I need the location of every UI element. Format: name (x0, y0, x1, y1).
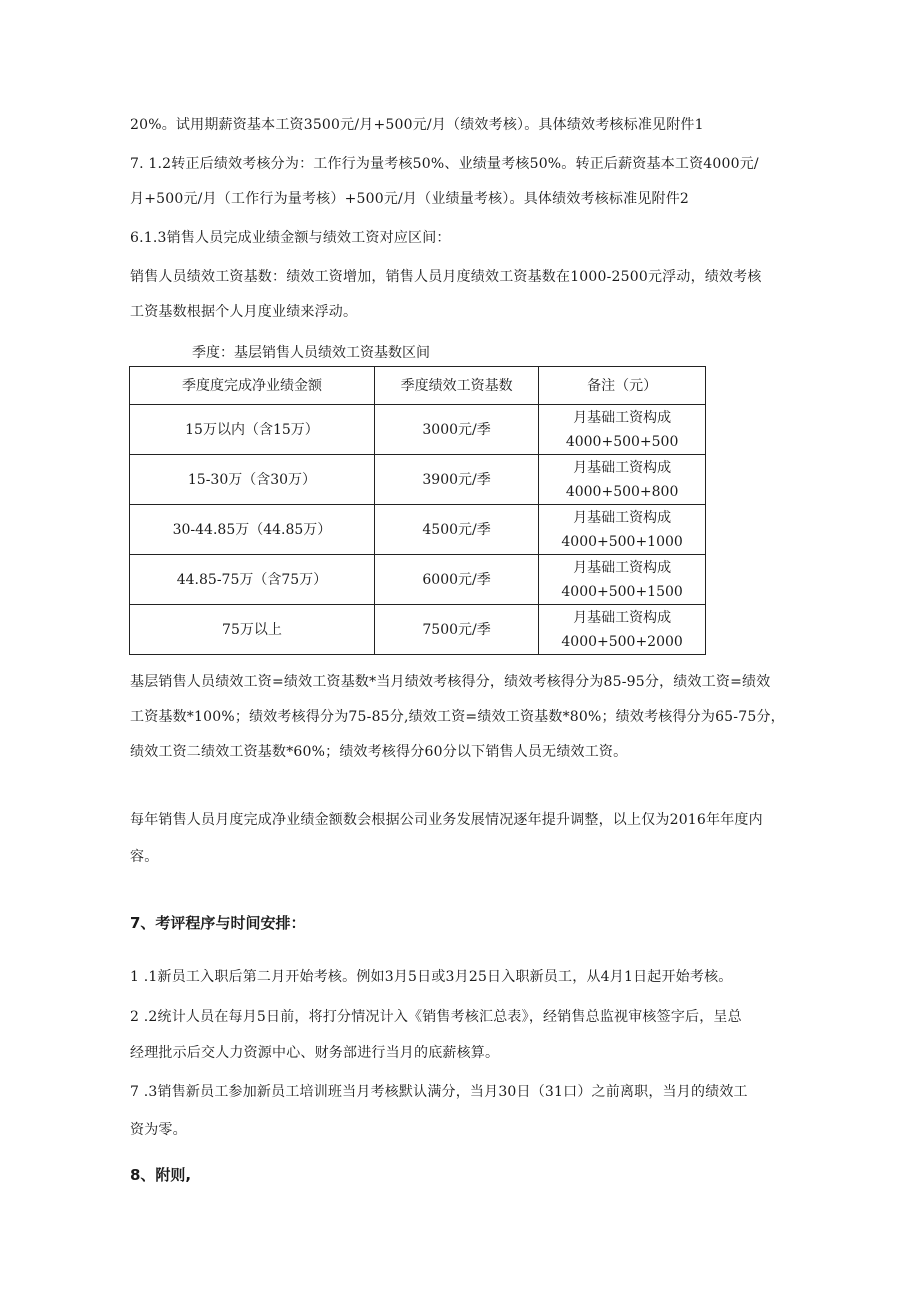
header-range: 季度度完成净业绩金额 (130, 367, 375, 405)
intro-line-3: 月+500元/月（工作行为量考核）+500元/月（业绩量考核）。具体绩效考核标准见附件2 (130, 191, 690, 207)
table-header-row (130, 367, 706, 405)
cell-note (539, 405, 706, 455)
cell-base: 7500元/季 (374, 605, 538, 655)
note-formula: 4000+500+2000 (561, 633, 683, 650)
header-base: 季度绩效工资基数 (374, 367, 538, 405)
section-8-heading: 8、附则, (130, 1166, 192, 1184)
note-label: 月基础工资构成 (573, 459, 672, 476)
table-caption: 季度：基层销售人员绩效工资基数区间 (192, 345, 430, 361)
annual-line-1: 每年销售人员月度完成净业绩金额数会根据公司业务发展情况逐年提升调整，以上仅为2016年年度内 (130, 812, 763, 828)
section-7-line-3: 经理批示后交人力资源中心、财务部进行当月的底薪核算。 (130, 1045, 500, 1061)
section-7-heading: 7、考评程序与时间安排： (130, 914, 306, 932)
table-row (130, 505, 706, 555)
annual-line-2: 容。 (130, 849, 159, 865)
intro-line-1: 20%。试用期薪资基本工资3500元/月+500元/月（绩效考核）。具体绩效考核标准见附件1 (130, 117, 704, 133)
cell-range: 15-30万（含30万） (130, 455, 375, 505)
cell-note (539, 505, 706, 555)
section-7-line-2: 2 .2统计人员在每月5日前，将打分情况计入《销售考核汇总表》，经销售总监视审核签字后，呈总 (130, 1009, 742, 1025)
performance-base-table (129, 366, 706, 655)
note-formula: 4000+500+1000 (561, 533, 683, 550)
cell-base: 6000元/季 (374, 555, 538, 605)
cell-range: 44.85-75万（含75万） (130, 555, 375, 605)
cell-base: 3900元/季 (374, 455, 538, 505)
table-row (130, 605, 706, 655)
cell-range: 75万以上 (130, 605, 375, 655)
cell-note (539, 555, 706, 605)
header-note: 备注（元） (539, 367, 706, 405)
formula-line-3: 绩效工资二绩效工资基数*60%；绩效考核得分60分以下销售人员无绩效工资。 (130, 744, 628, 760)
note-label: 月基础工资构成 (573, 509, 672, 526)
section-7-line-5: 资为零。 (130, 1122, 187, 1138)
note-formula: 4000+500+500 (565, 433, 679, 450)
table-row (130, 555, 706, 605)
note-formula: 4000+500+1500 (561, 583, 683, 600)
section-7-line-4: 7 .3销售新员工参加新员工培训班当月考核默认满分，当月30日（31口）之前离职，当月的绩效工 (130, 1084, 748, 1100)
cell-base: 3000元/季 (374, 405, 538, 455)
formula-line-1: 基层销售人员绩效工资=绩效工资基数*当月绩效考核得分，绩效考核得分为85-95分，绩效工资=绩效 (130, 674, 771, 690)
cell-base: 4500元/季 (374, 505, 538, 555)
table-row (130, 455, 706, 505)
formula-line-2: 工资基数*100%；绩效考核得分为75-85分,绩效工资=绩效工资基数*80%；绩效考核得分为65-75分， (130, 709, 785, 725)
note-label: 月基础工资构成 (573, 559, 672, 576)
table-row (130, 405, 706, 455)
intro-line-5: 销售人员绩效工资基数：绩效工资增加，销售人员月度绩效工资基数在1000-2500元浮动，绩效考核 (130, 269, 762, 285)
intro-line-4: 6.1.3销售人员完成业绩金额与绩效工资对应区间： (130, 230, 451, 246)
cell-note (539, 455, 706, 505)
cell-range: 30-44.85万（44.85万） (130, 505, 375, 555)
section-7-line-1: 1 .1新员工入职后第二月开始考核。例如3月5日或3月25日入职新员工，从4月1日起开始考核。 (130, 969, 733, 985)
note-label: 月基础工资构成 (573, 609, 672, 626)
intro-line-2: 7. 1.2转正后绩效考核分为：工作行为量考核50%、业绩量考核50%。转正后薪资基本工资4000元/ (130, 156, 759, 172)
note-label: 月基础工资构成 (573, 409, 672, 426)
intro-line-6: 工资基数根据个人月度业绩来浮动。 (130, 304, 358, 320)
cell-range: 15万以内（含15万） (130, 405, 375, 455)
cell-note (539, 605, 706, 655)
note-formula: 4000+500+800 (565, 483, 679, 500)
